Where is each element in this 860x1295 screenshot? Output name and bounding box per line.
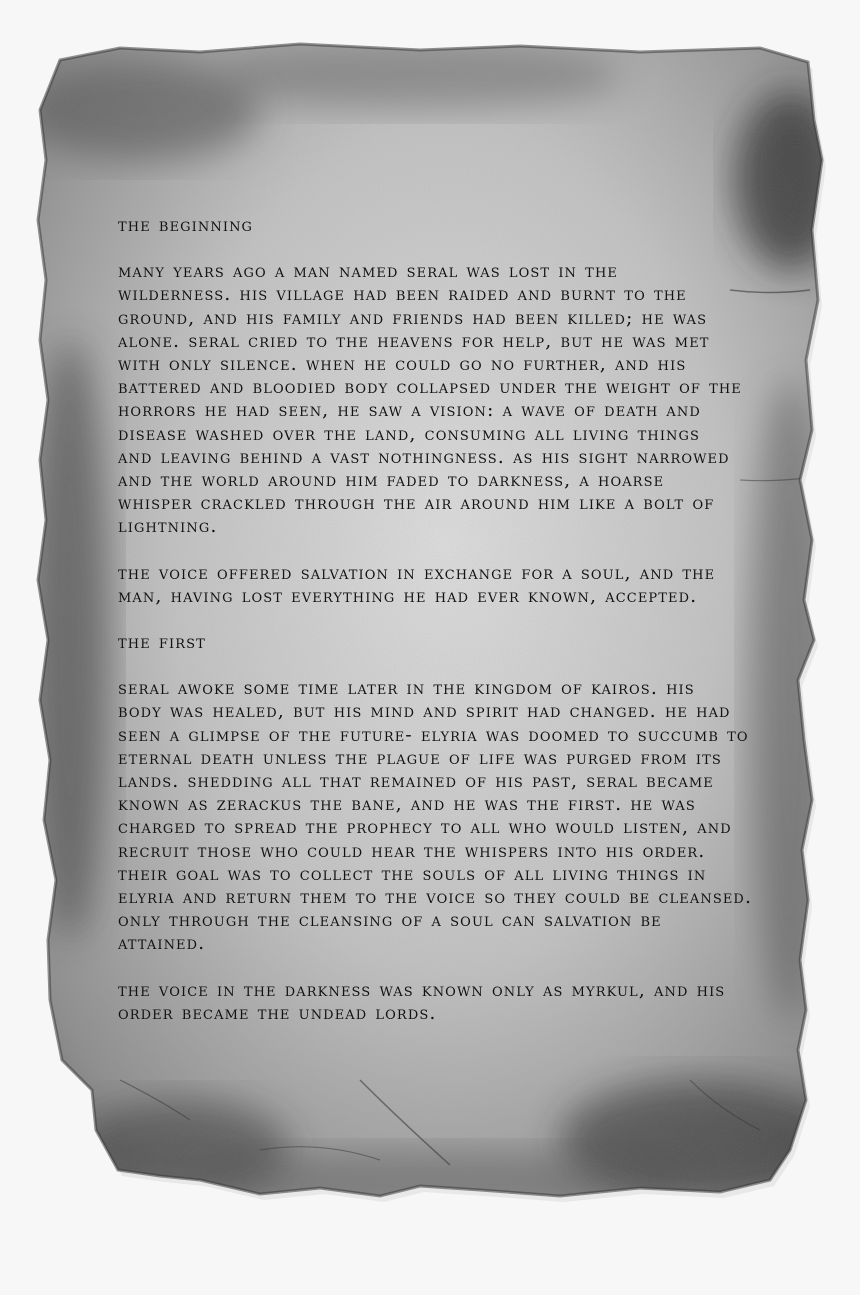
text-line: disease washed over the land, consuming all living things xyxy=(118,422,701,445)
text-line: lightning. xyxy=(118,515,218,538)
text-line: seral awoke some time later in the kingdom of kairos. his xyxy=(118,677,695,700)
section-heading-beginning: the beginning xyxy=(118,214,254,236)
text-line: man, having lost everything he had ever known, accepted. xyxy=(118,584,698,607)
paragraph-beginning-1 xyxy=(118,260,768,538)
text-line: order became the undead lords. xyxy=(118,1001,437,1024)
text-line: many years ago a man named seral was lost in the xyxy=(118,260,618,283)
text-line: and leaving behind a vast nothingness. as his sight narrowed xyxy=(118,445,730,468)
text-line: their goal was to collect the souls of all living things in xyxy=(118,862,707,885)
text-line: whisper crackled through the air around him like a bolt of xyxy=(118,492,715,515)
text-line: recruit those who could hear the whispers into his order. xyxy=(118,839,706,862)
text-line: elyria and return them to the voice so they could be cleansed. xyxy=(118,886,753,909)
document-text xyxy=(118,214,768,1048)
text-line: seen a glimpse of the future- elyria was doomed to succumb to xyxy=(118,723,749,746)
text-line: horrors he had seen, he saw a vision: a wave of death and xyxy=(118,399,701,422)
text-line: only through the cleansing of a soul can salvation be xyxy=(118,909,662,932)
paragraph-first-1 xyxy=(118,677,768,955)
text-line: eternal death unless the plague of life was purged from its xyxy=(118,746,722,769)
text-line: battered and bloodied body collapsed under the weight of the xyxy=(118,376,742,399)
text-line: the voice in the darkness was known only as myrkul, and his xyxy=(118,978,726,1001)
paragraph-beginning-2 xyxy=(118,562,768,608)
text-line: lands. shedding all that remained of his past, seral became xyxy=(118,770,714,793)
text-line: and the world around him faded to darkness, a hoarse xyxy=(118,469,665,492)
text-line: body was healed, but his mind and spirit had changed. he had xyxy=(118,700,731,723)
text-line: wilderness. his village had been raided and burnt to the xyxy=(118,283,687,306)
text-line: attained. xyxy=(118,932,206,955)
text-line: the voice offered salvation in exchange for a soul, and the xyxy=(118,561,716,584)
text-line: alone. seral cried to the heavens for help, but he was met xyxy=(118,329,710,352)
section-heading-first: the first xyxy=(118,631,206,654)
text-line: ground, and his family and friends had been killed; he was xyxy=(118,306,708,329)
text-line: charged to spread the prophecy to all who would listen, and xyxy=(118,816,732,839)
paragraph-first-2 xyxy=(118,979,768,1025)
text-line: with only silence. when he could go no further, and his xyxy=(118,353,687,376)
text-line: known as zerackus the bane, and he was the first. he was xyxy=(118,793,696,816)
